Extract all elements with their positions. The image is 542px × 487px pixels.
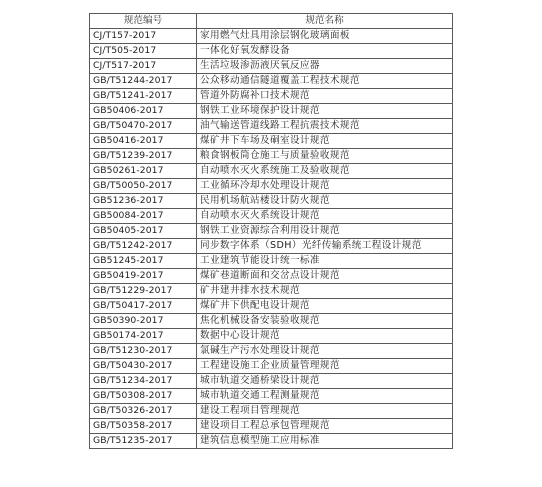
standard-code-cell: GB/T50308-2017 xyxy=(90,389,197,404)
table-row xyxy=(90,344,453,359)
standard-name-cell: 建设工程项目管理规范 xyxy=(197,404,453,419)
standard-code-cell: GB/T50050-2017 xyxy=(90,179,197,194)
standard-code-cell: GB/T51242-2017 xyxy=(90,239,197,254)
table-row xyxy=(90,149,453,164)
standard-name-cell: 民用机场航站楼设计防火规范 xyxy=(197,194,453,209)
standard-name-cell: 焦化机械设备安装验收规范 xyxy=(197,314,453,329)
standard-name-cell: 工程建设施工企业质量管理规范 xyxy=(197,359,453,374)
standard-name-cell: 数据中心设计规范 xyxy=(197,329,453,344)
table-row xyxy=(90,329,453,344)
table-row xyxy=(90,314,453,329)
standard-name-cell: 工业建筑节能设计统一标准 xyxy=(197,254,453,269)
table-row xyxy=(90,119,453,134)
standard-name-cell: 公众移动通信隧道覆盖工程技术规范 xyxy=(197,74,453,89)
standard-code-cell: GB/T50326-2017 xyxy=(90,404,197,419)
standard-code-cell: GB/T50358-2017 xyxy=(90,419,197,434)
standard-name-cell: 钢铁工业资源综合利用设计规范 xyxy=(197,224,453,239)
standard-code-cell: GB50405-2017 xyxy=(90,224,197,239)
table-row xyxy=(90,179,453,194)
standard-code-cell: GB51245-2017 xyxy=(90,254,197,269)
standard-code-cell: GB50390-2017 xyxy=(90,314,197,329)
standard-code-cell: CJ/T517-2017 xyxy=(90,59,197,74)
standard-code-cell: GB50416-2017 xyxy=(90,134,197,149)
table-row xyxy=(90,134,453,149)
standard-code-cell: GB/T50470-2017 xyxy=(90,119,197,134)
table-row xyxy=(90,359,453,374)
standard-code-cell: GB50406-2017 xyxy=(90,104,197,119)
table-row xyxy=(90,104,453,119)
standard-name-cell: 自动喷水灭火系统设计规范 xyxy=(197,209,453,224)
table-body xyxy=(90,29,453,449)
standard-code-cell: GB/T51244-2017 xyxy=(90,74,197,89)
standard-code-cell: GB50174-2017 xyxy=(90,329,197,344)
header-standard-name: 规范名称 xyxy=(197,14,453,29)
table-row xyxy=(90,434,453,449)
header-row xyxy=(90,14,453,29)
table-row xyxy=(90,284,453,299)
standard-name-cell: 建筑信息模型施工应用标准 xyxy=(197,434,453,449)
standard-code-cell: GB/T51234-2017 xyxy=(90,374,197,389)
table-row xyxy=(90,374,453,389)
standard-name-cell: 城市轨道交通工程测量规范 xyxy=(197,389,453,404)
standard-name-cell: 生活垃圾渗沥液厌氧反应器 xyxy=(197,59,453,74)
table-row xyxy=(90,299,453,314)
table-row xyxy=(90,209,453,224)
standard-name-cell: 煤矿井下供配电设计规范 xyxy=(197,299,453,314)
standard-code-cell: GB/T50430-2017 xyxy=(90,359,197,374)
standard-name-cell: 自动喷水灭火系统施工及验收规范 xyxy=(197,164,453,179)
standard-code-cell: CJ/T157-2017 xyxy=(90,29,197,44)
standard-name-cell: 一体化好氧发酵设备 xyxy=(197,44,453,59)
header-standard-code: 规范编号 xyxy=(90,14,197,29)
table-row xyxy=(90,74,453,89)
table-row xyxy=(90,239,453,254)
table-row xyxy=(90,254,453,269)
standard-name-cell: 粮食钢板筒仓施工与质量验收规范 xyxy=(197,149,453,164)
table-row xyxy=(90,59,453,74)
standard-code-cell: GB/T51241-2017 xyxy=(90,89,197,104)
standard-code-cell: GB/T51230-2017 xyxy=(90,344,197,359)
standard-name-cell: 矿井建井排水技术规范 xyxy=(197,284,453,299)
standard-code-cell: GB50419-2017 xyxy=(90,269,197,284)
table-row xyxy=(90,194,453,209)
table-row xyxy=(90,389,453,404)
standard-name-cell: 工业循环冷却水处理设计规范 xyxy=(197,179,453,194)
standard-name-cell: 同步数字体系（SDH）光纤传输系统工程设计规范 xyxy=(197,239,453,254)
table-row xyxy=(90,29,453,44)
table-row xyxy=(90,44,453,59)
standard-name-cell: 煤矿井下车场及硐室设计规范 xyxy=(197,134,453,149)
standard-name-cell: 煤矿巷道断面和交岔点设计规范 xyxy=(197,269,453,284)
table-row xyxy=(90,224,453,239)
standard-name-cell: 钢铁工业环境保护设计规范 xyxy=(197,104,453,119)
table-row xyxy=(90,404,453,419)
standard-name-cell: 建设项目工程总承包管理规范 xyxy=(197,419,453,434)
standard-code-cell: GB/T51239-2017 xyxy=(90,149,197,164)
standard-name-cell: 油气输送管道线路工程抗震技术规范 xyxy=(197,119,453,134)
table-row xyxy=(90,269,453,284)
table-row xyxy=(90,164,453,179)
standard-code-cell: GB51236-2017 xyxy=(90,194,197,209)
standard-code-cell: GB50084-2017 xyxy=(90,209,197,224)
standard-name-cell: 氯碱生产污水处理设计规范 xyxy=(197,344,453,359)
standard-code-cell: CJ/T505-2017 xyxy=(90,44,197,59)
standard-code-cell: GB/T51229-2017 xyxy=(90,284,197,299)
table-row xyxy=(90,89,453,104)
standard-name-cell: 管道外防腐补口技术规范 xyxy=(197,89,453,104)
standard-name-cell: 城市轨道交通桥梁设计规范 xyxy=(197,374,453,389)
standard-code-cell: GB/T50417-2017 xyxy=(90,299,197,314)
table-row xyxy=(90,419,453,434)
standard-name-cell: 家用燃气灶具用涂层钢化玻璃面板 xyxy=(197,29,453,44)
standards-table xyxy=(89,13,453,449)
standard-code-cell: GB/T51235-2017 xyxy=(90,434,197,449)
standard-code-cell: GB50261-2017 xyxy=(90,164,197,179)
